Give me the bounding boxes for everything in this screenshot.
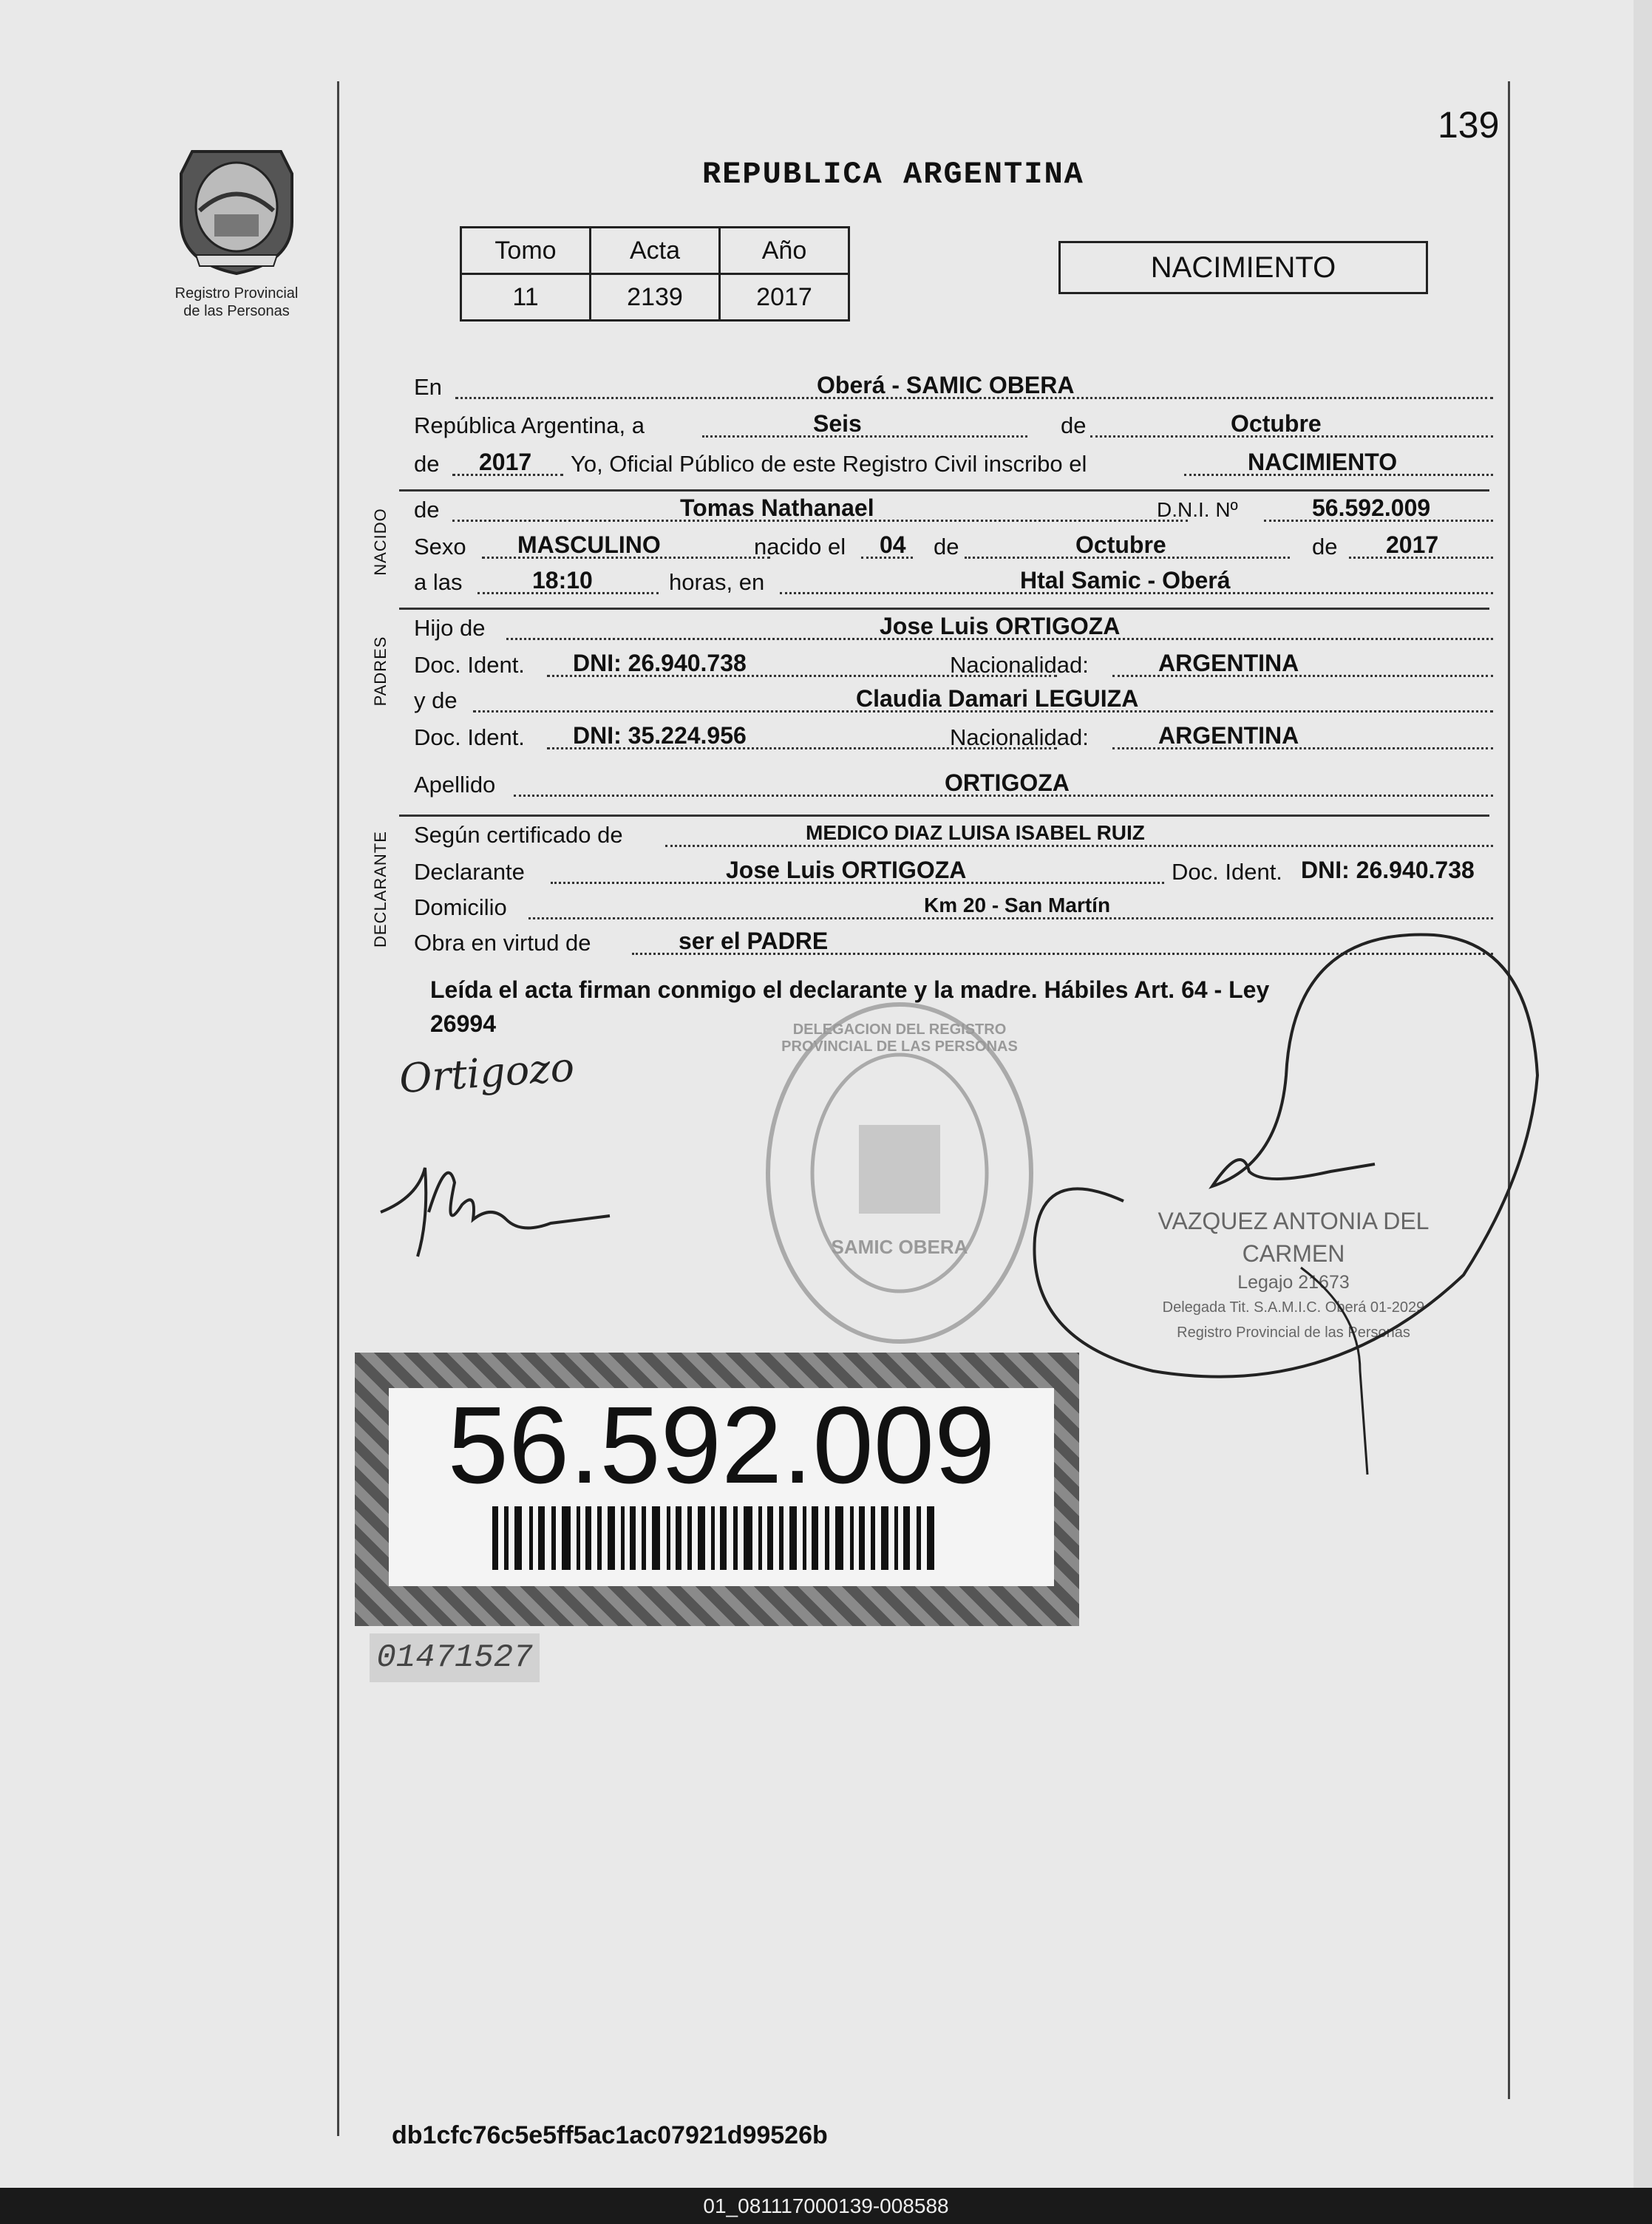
row-nacido-hora bbox=[414, 565, 1493, 600]
acta-value: 2139 bbox=[591, 274, 720, 321]
logo-caption bbox=[163, 285, 310, 320]
mother-doc: DNI: 35.224.956 bbox=[573, 722, 747, 749]
logo-caption-line2: de las Personas bbox=[183, 303, 290, 319]
dni-sticker-inner bbox=[389, 1384, 1054, 1586]
child-dni: 56.592.009 bbox=[1312, 494, 1431, 521]
cert-value: MEDICO DIAZ LUISA ISABEL RUIZ bbox=[806, 821, 1145, 844]
mother-nationality: ARGENTINA bbox=[1158, 722, 1299, 749]
month-value: Octubre bbox=[1231, 410, 1322, 437]
nacido-de-label: de bbox=[414, 497, 440, 523]
sticker-dni-number: 56.592.009 bbox=[447, 1384, 996, 1506]
side-label-nacido: NACIDO bbox=[371, 508, 390, 576]
official-delegacion: Delegada Tit. S.A.M.I.C. Oberá 01-2029 bbox=[1162, 1299, 1425, 1316]
row-madre-doc bbox=[414, 720, 1493, 755]
birth-time: 18:10 bbox=[532, 567, 593, 594]
declarante-doc-label: Doc. Ident. bbox=[1172, 859, 1282, 885]
hijo-de-label: Hijo de bbox=[414, 615, 486, 641]
official-legajo: Legajo 21673 bbox=[1237, 1272, 1350, 1293]
stamp-inner-text: SAMIC OBERA bbox=[831, 1236, 968, 1258]
row-madre bbox=[414, 683, 1493, 718]
tomo-value: 11 bbox=[461, 274, 591, 321]
officer-text: Yo, Oficial Público de este Registro Civil inscribo el bbox=[571, 451, 1087, 477]
domicilio-value: Km 20 - San Martín bbox=[924, 894, 1111, 917]
acta-header: Acta bbox=[591, 228, 720, 274]
ano-header: Año bbox=[720, 228, 849, 274]
year-value: 2017 bbox=[479, 449, 532, 475]
barcode-icon bbox=[492, 1506, 936, 1570]
side-label-declarante: DECLARANTE bbox=[371, 831, 390, 948]
nacido-de-label3: de bbox=[1312, 534, 1338, 560]
official-signature bbox=[1020, 928, 1567, 1489]
tomo-header: Tomo bbox=[461, 228, 591, 274]
republic-label: República Argentina, a bbox=[414, 412, 645, 438]
logo-caption-line1: Registro Provincial bbox=[174, 285, 299, 302]
row-certificado bbox=[414, 817, 1493, 853]
row-declarante bbox=[414, 854, 1493, 890]
year-label: de bbox=[414, 451, 440, 477]
closing-line2: 26994 bbox=[430, 1010, 496, 1037]
declarante-doc: DNI: 26.940.738 bbox=[1301, 857, 1475, 883]
page-number: 139 bbox=[1438, 104, 1500, 146]
registry-logo bbox=[163, 133, 310, 320]
row-domicilio bbox=[414, 890, 1493, 925]
mother-name: Claudia Damari LEGUIZA bbox=[856, 685, 1139, 712]
document-type-box: NACIMIENTO bbox=[1058, 241, 1428, 294]
birth-month: Octubre bbox=[1075, 531, 1166, 558]
official-registro: Registro Provincial de las Personas bbox=[1177, 1324, 1410, 1341]
row-apellido bbox=[414, 767, 1493, 803]
father-doc-label: Doc. Ident. bbox=[414, 652, 525, 678]
province-seal-icon bbox=[163, 133, 310, 281]
document-hash: db1cfc76c5e5ff5ac1ac07921d99526b bbox=[392, 2121, 828, 2149]
section-divider bbox=[399, 489, 1489, 492]
birth-day: 04 bbox=[880, 531, 906, 558]
mother-nac-label: Nacionalidad: bbox=[950, 724, 1089, 750]
father-nac-label: Nacionalidad: bbox=[950, 652, 1089, 678]
serial-number: 01471527 bbox=[370, 1633, 540, 1682]
section-divider bbox=[399, 608, 1489, 610]
birth-year: 2017 bbox=[1386, 531, 1439, 558]
ano-value: 2017 bbox=[720, 274, 849, 321]
obra-label: Obra en virtud de bbox=[414, 930, 591, 956]
de-label: de bbox=[1061, 412, 1087, 438]
en-label: En bbox=[414, 374, 442, 400]
child-name: Tomas Nathanael bbox=[680, 494, 874, 521]
father-name: Jose Luis ORTIGOZA bbox=[880, 613, 1121, 639]
row-nacido-sexo bbox=[414, 529, 1493, 565]
apellido-label: Apellido bbox=[414, 772, 496, 798]
registry-table bbox=[460, 226, 850, 322]
sexo-value: MASCULINO bbox=[517, 531, 661, 558]
mother-doc-label: Doc. Ident. bbox=[414, 724, 525, 750]
signature-scribble bbox=[373, 1138, 617, 1264]
row-en bbox=[414, 370, 1493, 405]
father-nationality: ARGENTINA bbox=[1158, 650, 1299, 676]
declarante-label: Declarante bbox=[414, 859, 525, 885]
act-value: NACIMIENTO bbox=[1248, 449, 1398, 475]
nacido-el-label: nacido el bbox=[754, 534, 846, 560]
closing-line1: Leída el acta firman conmigo el declarante y la madre. Hábiles Art. 64 - Ley bbox=[430, 976, 1270, 1003]
birth-place: Htal Samic - Oberá bbox=[1020, 567, 1231, 594]
y-de-label: y de bbox=[414, 687, 458, 713]
sexo-label: Sexo bbox=[414, 534, 466, 560]
side-label-padres: PADRES bbox=[371, 636, 390, 707]
en-value: Oberá - SAMIC OBERA bbox=[817, 372, 1075, 398]
row-year bbox=[414, 446, 1493, 482]
row-padre bbox=[414, 611, 1493, 646]
signature-ortigoza: Ortigozo bbox=[398, 1043, 577, 1103]
registry-stamp bbox=[763, 999, 1036, 1347]
nacido-de-label2: de bbox=[934, 534, 959, 560]
page-title: REPUBLICA ARGENTINA bbox=[702, 157, 1084, 192]
cert-label: Según certificado de bbox=[414, 822, 623, 848]
left-margin-line bbox=[337, 81, 339, 2136]
domicilio-label: Domicilio bbox=[414, 894, 507, 920]
day-value: Seis bbox=[813, 410, 862, 437]
declarante-name: Jose Luis ORTIGOZA bbox=[726, 857, 967, 883]
scan-footer: 01_081117000139-008588 bbox=[0, 2188, 1652, 2224]
stamp-ring-text: DELEGACION DEL REGISTRO PROVINCIAL DE LAS PERSONAS bbox=[781, 1021, 1018, 1055]
horas-label: horas, en bbox=[669, 569, 765, 595]
row-fecha bbox=[414, 408, 1493, 443]
obra-value: ser el PADRE bbox=[679, 928, 829, 954]
father-doc: DNI: 26.940.738 bbox=[573, 650, 747, 676]
hora-label: a las bbox=[414, 569, 463, 595]
dni-sticker bbox=[355, 1353, 1079, 1626]
section-divider bbox=[399, 815, 1489, 817]
dni-label: D.N.I. Nº bbox=[1157, 498, 1238, 521]
row-nacido-nombre bbox=[414, 492, 1493, 528]
official-name: VAZQUEZ ANTONIA DEL CARMEN bbox=[1158, 1208, 1430, 1267]
row-padre-doc bbox=[414, 647, 1493, 683]
apellido-value: ORTIGOZA bbox=[945, 769, 1070, 796]
